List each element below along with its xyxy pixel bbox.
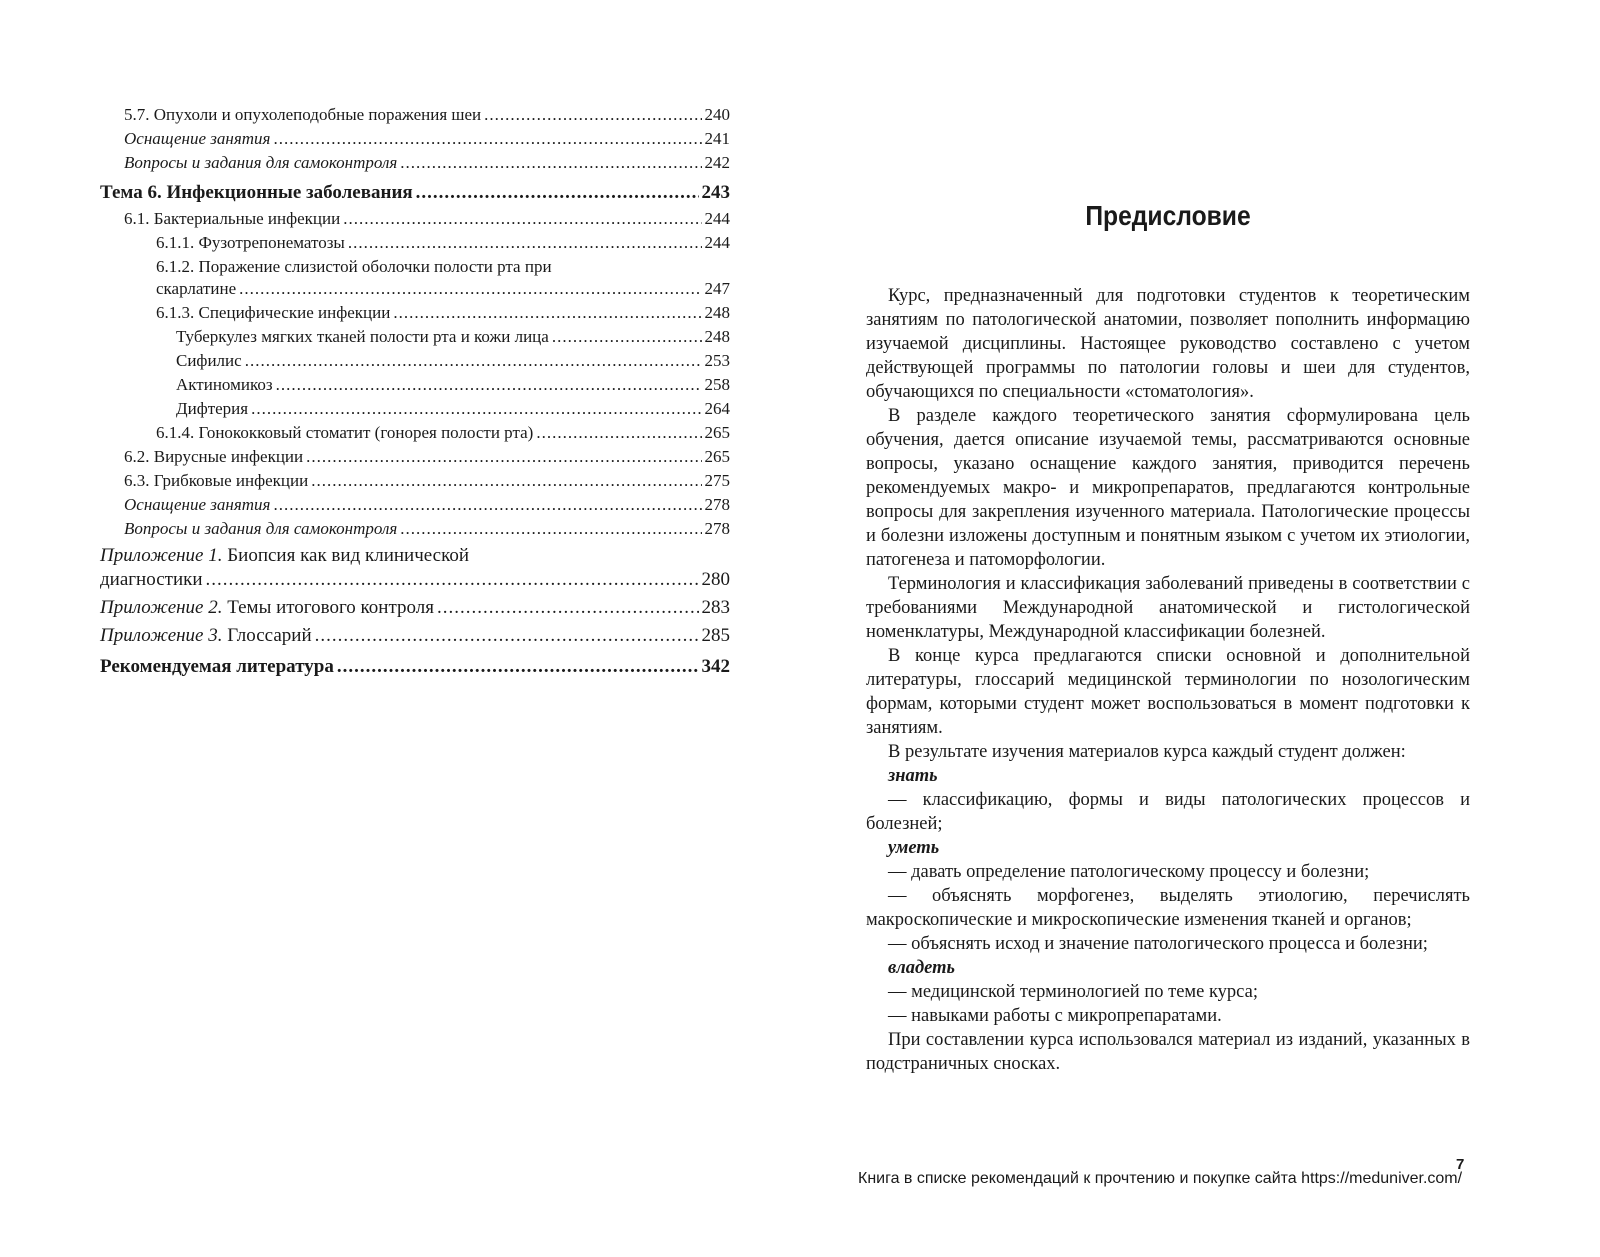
able-item: — объяснять морфогенез, выделять этиологию, перечислять макроскопические и микроскопические изменения тканей и органов; [866,886,1470,930]
preface-paragraph: В результате изучения материалов курса каждый студент должен: [888,742,1406,762]
toc-entry: Сифилис ..... 253 [100,350,730,372]
toc-entry: Оснащение занятия ..... 241 [100,128,730,150]
toc-entry: 6.1.2. Поражение слизистой оболочки полости рта при скарлатине ..... 247 [100,256,730,300]
toc-entry: Дифтерия ..... 264 [100,398,730,420]
toc-entry: Оснащение занятия ..... 278 [100,494,730,516]
toc-entry: Вопросы и задания для самоконтроля ..... 278 [100,518,730,540]
footer-note: Книга в списке рекомендаций к прочтению и покупке сайта https://meduniver.com/ [858,1170,1463,1187]
able-item: — объяснять исход и значение патологического процесса и болезни; [888,934,1428,954]
toc-entry: Туберкулез мягких тканей полости рта и кожи лица ..... 248 [100,326,730,348]
toc-entry: Вопросы и задания для самоконтроля ..... 242 [100,152,730,174]
toc-appendix-entry: Приложение 3. Глоссарий ..... 285 [100,624,730,648]
toc-literature-entry: Рекомендуемая литература ..... 342 [100,654,730,680]
know-heading: знать [888,766,938,786]
able-item: — давать определение патологическому процессу и болезни; [888,862,1370,882]
toc-entry: 6.1.4. Гонококковый стоматит (гонорея полости рта) ..... 265 [100,422,730,444]
toc-chapter-entry: Тема 6. Инфекционные заболевания ..... 243 [100,180,730,206]
preface-paragraph: Терминология и классификация заболеваний приведены в соответствии с требованиями Международной анатомической и гистологической номенклатуры, Международной классификации болезней. [866,574,1470,642]
able-heading: уметь [888,838,940,858]
preface-paragraph: В конце курса предлагаются списки основной и дополнительной литературы, глоссарий медицинской терминологии по нозологическим формам, которыми студент может воспользоваться в момент подготовки к занятиям. [866,646,1470,738]
toc-entry: 6.2. Вирусные инфекции ..... 265 [100,446,730,468]
preface-title: Предисловие [1085,200,1251,231]
page-number: 7 [1456,1156,1465,1173]
preface-paragraph: В разделе каждого теоретического занятия сформулирована цель обучения, дается описание изучаемой темы, рассматриваются основные вопросы, указано оснащение каждого занятия, приводится перечень рекомендуемых макро- и микропрепаратов, предлагаются контрольные вопросы для закрепления изученного материала. Патологические процессы и болезни изложены доступным и понятным языком с учетом их этиологии, патогенеза и патоморфологии. [866,406,1470,570]
toc-entry: 6.3. Грибковые инфекции ..... 275 [100,470,730,492]
toc-entry: 6.1.1. Фузотрепонематозы ..... 244 [100,232,730,254]
own-item: — медицинской терминологией по теме курса; [888,982,1258,1002]
toc-entry: 6.1.3. Специфические инфекции ..... 248 [100,302,730,324]
toc-entry: 5.7. Опухоли и опухолеподобные поражения шеи ..... 240 [100,104,730,126]
know-item: — классификацию, формы и виды патологических процессов и болезней; [866,790,1470,834]
toc-entry: Актиномикоз ..... 258 [100,374,730,396]
toc-appendix-entry: Приложение 2. Темы итогового контроля ..... 283 [100,596,730,620]
toc-entry: 6.1. Бактериальные инфекции ..... 244 [100,208,730,230]
own-heading: владеть [888,958,955,978]
preface-section [866,200,1470,1076]
preface-paragraph: Курс, предназначенный для подготовки студентов к теоретическим занятиям по патологической анатомии, позволяет пополнить информацию изучаемой дисциплины. Настоящее руководство составлено с учетом действующей программы по патологии головы и шеи для студентов, обучающихся по специальности «стоматология». [866,286,1470,402]
right-page [800,0,1600,1257]
table-of-contents [100,104,730,682]
toc-appendix-entry: Приложение 1. Биопсия как вид клинической диагностики ..... 280 [100,544,730,592]
own-item: — навыками работы с микропрепаратами. [888,1006,1222,1026]
preface-closing: При составлении курса использовался материал из изданий, указанных в подстраничных сносках. [866,1030,1470,1074]
